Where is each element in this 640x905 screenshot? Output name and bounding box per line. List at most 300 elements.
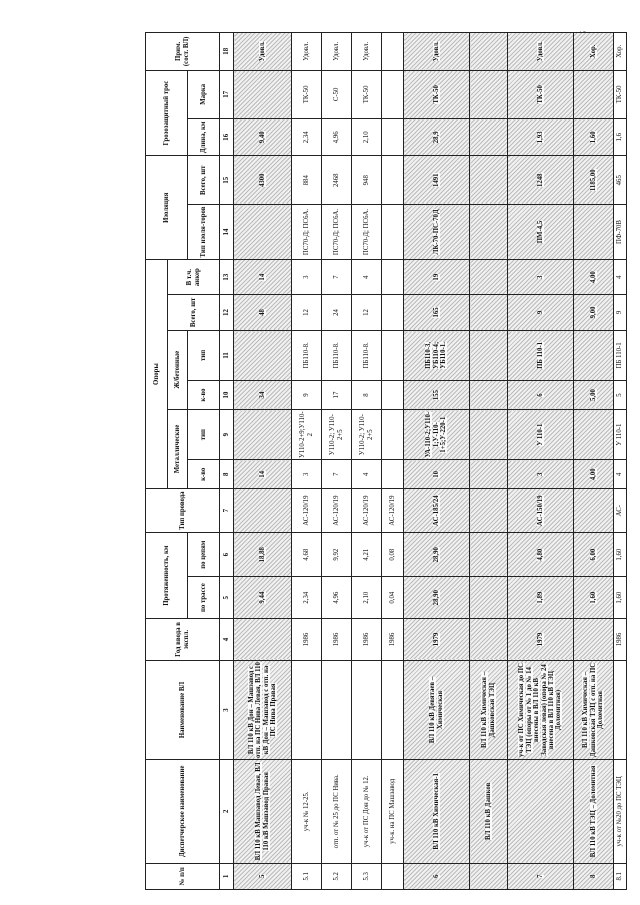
table-cell: 1,60 — [589, 131, 597, 144]
table-cell-wrapper — [292, 460, 322, 489]
header-insulation: Изоляция — [146, 156, 188, 260]
table-cell-wrapper — [508, 156, 574, 204]
table-row — [404, 33, 470, 890]
table-cell-wrapper — [292, 619, 322, 661]
table-cell-wrapper — [292, 156, 322, 204]
header-concrete: Ж/бетонные — [168, 330, 188, 409]
table-cell-wrapper — [352, 295, 382, 330]
table-cell: Удовл. — [302, 41, 310, 61]
table-cell-wrapper — [352, 489, 382, 533]
table-cell-wrapper — [292, 533, 322, 577]
header-metal: Металлические — [168, 409, 188, 488]
table-cell-wrapper — [352, 204, 382, 259]
table-cell-wrapper — [574, 660, 614, 759]
table-cell-wrapper — [382, 204, 404, 259]
table-cell-wrapper — [382, 119, 404, 156]
table-cell: 4 — [362, 472, 370, 477]
table-cell-wrapper — [234, 330, 292, 381]
table-cell: 10 — [432, 470, 440, 478]
table-cell: ВЛ 110 кВ Химическая – Дашковская ТЭЦ с отп. на ПС Доломитная — [582, 662, 605, 758]
col-number: 9 — [220, 409, 234, 460]
table-cell-wrapper — [352, 260, 382, 295]
table-cell: 14 — [258, 273, 266, 281]
table-row — [470, 33, 508, 890]
table-cell: У110-2; У110-2+5 — [329, 414, 344, 456]
table-cell-wrapper — [574, 33, 614, 71]
table-cell-wrapper — [508, 619, 574, 661]
header-wire-type: Тип провода — [146, 489, 220, 533]
table-cell-wrapper — [404, 204, 470, 259]
table-cell: 18,88 — [258, 547, 266, 563]
table-cell: уч-к № 12-25. — [302, 791, 310, 832]
table-cell-wrapper — [382, 33, 404, 71]
table-cell-wrapper — [574, 330, 614, 381]
table-cell-wrapper — [574, 489, 614, 533]
table-cell: 4,68 — [302, 548, 310, 561]
table-cell: ПБ110-8. — [332, 342, 340, 369]
table-cell: 24 — [332, 309, 340, 316]
table-cell-wrapper — [322, 409, 352, 460]
table-cell-wrapper — [292, 863, 322, 889]
table-cell: ПБ 110-1 — [616, 342, 624, 369]
table-row — [322, 33, 352, 890]
table-cell-wrapper — [404, 660, 470, 759]
table-cell-wrapper — [322, 295, 352, 330]
table-cell-wrapper — [352, 660, 382, 759]
table-cell-wrapper — [234, 295, 292, 330]
col-number: 17 — [220, 70, 234, 118]
table-cell-wrapper — [234, 156, 292, 204]
table-cell: 4,00 — [589, 271, 597, 284]
table-cell-wrapper — [382, 460, 404, 489]
table-cell: ВЛ 110 кВ Девятаев – Химическая — [429, 676, 444, 744]
table-cell: 17 — [332, 391, 340, 399]
table-cell-wrapper — [234, 460, 292, 489]
table-cell-wrapper — [470, 577, 508, 619]
table-cell-wrapper — [470, 295, 508, 330]
table-cell: 4,96 — [332, 131, 340, 144]
table-cell-wrapper — [574, 381, 614, 410]
table-cell-wrapper — [470, 119, 508, 156]
table-cell-wrapper — [322, 489, 352, 533]
col-number: 7 — [220, 489, 234, 533]
table-cell: ВЛ 110 кВ Дон – Машзавод с отп. на ПС Нива Левая, ВЛ 110 кВ Дон – Машзавод с отп. на ПС Нива Правая — [247, 662, 277, 758]
table-cell: 1248 — [536, 173, 544, 188]
table-cell-wrapper — [234, 70, 292, 118]
table-cell-wrapper — [382, 619, 404, 661]
table-cell-wrapper — [292, 70, 322, 118]
table-cell-wrapper — [292, 760, 322, 864]
table-cell-wrapper — [614, 660, 627, 759]
table-cell: уч-к от №20 до ПС ТЭЦ — [616, 776, 624, 847]
col-number: 11 — [220, 330, 234, 381]
table-cell-wrapper — [508, 533, 574, 577]
table-cell-wrapper — [470, 33, 508, 71]
table-cell-wrapper — [404, 33, 470, 71]
column-number-row — [220, 33, 234, 890]
table-cell-wrapper — [404, 295, 470, 330]
table-cell-wrapper — [508, 295, 574, 330]
table-cell-wrapper — [352, 119, 382, 156]
table-cell-wrapper — [352, 156, 382, 204]
header-year: Год ввода в экспл. — [146, 619, 220, 661]
table-cell-wrapper — [382, 489, 404, 533]
col-number: 15 — [220, 156, 234, 204]
table-cell: 1,93 — [536, 131, 544, 144]
table-cell-wrapper — [352, 330, 382, 381]
table-cell: 4,00 — [589, 468, 597, 481]
table-cell: Удовл. — [536, 41, 544, 62]
table-cell-wrapper — [574, 204, 614, 259]
table-cell: 19 — [432, 273, 440, 281]
table-cell: 1491 — [432, 173, 440, 188]
table-cell-wrapper — [352, 409, 382, 460]
table-row — [508, 33, 574, 890]
table-cell-wrapper — [614, 295, 627, 330]
table-cell: 3 — [536, 472, 544, 477]
table-row — [574, 33, 614, 890]
table-cell-wrapper — [292, 204, 322, 259]
table-cell: АС-150/19 — [536, 495, 544, 526]
table-cell: 4 — [616, 472, 624, 477]
table-cell-wrapper — [614, 409, 627, 460]
table-cell-wrapper — [614, 863, 627, 889]
table-cell: 5.1 — [302, 872, 310, 881]
table-cell-wrapper — [508, 260, 574, 295]
table-cell-wrapper — [574, 863, 614, 889]
table-cell-wrapper — [234, 619, 292, 661]
table-cell-wrapper — [470, 489, 508, 533]
table-cell: 9,00 — [589, 306, 597, 319]
table-cell: 5 — [616, 393, 624, 397]
table-cell-wrapper — [508, 660, 574, 759]
table-cell: ПС70-Д; ПС6А. — [362, 208, 370, 256]
table-cell-wrapper — [382, 660, 404, 759]
table-cell-wrapper — [292, 119, 322, 156]
table-cell: 14 — [258, 470, 266, 478]
col-number: 12 — [220, 295, 234, 330]
table-cell: У110-2+9;У110-2 — [299, 411, 314, 458]
header-len-route: по трассе — [188, 577, 220, 619]
table-cell-wrapper — [404, 460, 470, 489]
table-cell-wrapper — [404, 863, 470, 889]
header-line-name: Наименование ВЛ — [146, 660, 220, 759]
table-cell-wrapper — [292, 33, 322, 71]
table-cell-wrapper — [470, 760, 508, 864]
table-cell: 165 — [432, 307, 440, 318]
table-row — [352, 33, 382, 890]
table-cell: ТК-50 — [536, 85, 544, 104]
table-cell: 28,90 — [432, 547, 440, 563]
table-cell: 12 — [362, 309, 370, 316]
table-cell-wrapper — [470, 70, 508, 118]
table-cell-wrapper — [322, 533, 352, 577]
table-row — [382, 33, 404, 890]
table-cell-wrapper — [322, 460, 352, 489]
table-cell: отп. от № 25 до ПС Нива. — [332, 774, 340, 849]
rotated-table-wrapper — [145, 32, 624, 890]
table-cell-wrapper — [234, 760, 292, 864]
table-cell: ПБ110-3, УБ110-4; УБ110-1. — [425, 341, 448, 370]
col-number: 2 — [220, 760, 234, 864]
table-cell: 12 — [302, 309, 310, 316]
table-cell-wrapper — [322, 863, 352, 889]
table-cell: 9,44 — [258, 591, 266, 604]
table-cell: 1986 — [388, 632, 396, 647]
table-row — [614, 33, 627, 890]
table-cell: 1,60 — [616, 548, 624, 561]
table-cell: 5,00 — [589, 389, 597, 401]
table-cell-wrapper — [508, 863, 574, 889]
table-cell-wrapper — [508, 204, 574, 259]
table-cell-wrapper — [574, 619, 614, 661]
table-cell-wrapper — [234, 409, 292, 460]
table-cell-wrapper — [508, 33, 574, 71]
table-cell: Удовл. — [432, 41, 440, 62]
table-cell-wrapper — [404, 409, 470, 460]
table-cell: 4,21 — [362, 548, 370, 561]
table-cell-wrapper — [234, 660, 292, 759]
table-cell-wrapper — [470, 381, 508, 410]
table-cell: У 110-1 — [616, 423, 624, 446]
table-cell-wrapper — [322, 260, 352, 295]
table-cell: 0,08 — [388, 548, 396, 561]
table-cell-wrapper — [322, 760, 352, 864]
table-cell-wrapper — [322, 70, 352, 118]
table-cell: 4,80 — [536, 548, 544, 561]
table-cell-wrapper — [234, 381, 292, 410]
table-cell: 4,96 — [332, 591, 340, 604]
header-metal-qty: к-во — [188, 460, 220, 489]
table-cell-wrapper — [322, 204, 352, 259]
table-row — [292, 33, 322, 890]
header-concrete-qty: к-во — [188, 381, 220, 410]
col-number: 1 — [220, 863, 234, 889]
table-cell: 6 — [536, 393, 544, 397]
table-cell: 9 — [302, 393, 310, 397]
table-cell: 3 — [302, 275, 310, 279]
table-cell-wrapper — [404, 156, 470, 204]
col-number: 5 — [220, 577, 234, 619]
table-cell-wrapper — [382, 760, 404, 864]
table-cell: АС-120/19 — [332, 495, 340, 526]
table-cell: 2,10 — [362, 131, 370, 144]
header-insulator-total: Всего, шт — [188, 156, 220, 204]
table-cell-wrapper — [234, 260, 292, 295]
header-row-1 — [146, 33, 168, 890]
table-cell-wrapper — [382, 260, 404, 295]
table-cell-wrapper — [614, 577, 627, 619]
table-cell: Хор. — [616, 44, 624, 58]
table-cell-wrapper — [574, 119, 614, 156]
table-cell-wrapper — [404, 489, 470, 533]
table-cell: ПБ110-8. — [362, 342, 370, 369]
table-cell-wrapper — [470, 533, 508, 577]
table-cell: 5.2 — [332, 872, 340, 881]
table-cell-wrapper — [382, 577, 404, 619]
table-cell-wrapper — [614, 204, 627, 259]
table-cell: 28,9 — [432, 131, 440, 144]
table-cell: Удовл. — [258, 41, 266, 62]
table-cell: ВЛ 110 кВ Химическая – Дашковская ТЭЦ — [481, 671, 496, 748]
table-cell-wrapper — [352, 863, 382, 889]
table-cell-wrapper — [470, 330, 508, 381]
table-cell-wrapper — [382, 295, 404, 330]
table-cell: У110-2; У110-2+5 — [359, 414, 374, 456]
table-cell-wrapper — [574, 760, 614, 864]
table-cell: уч-к от ПС Химическая до ПС ТЭЦ (опоры от № 1 до № 14 внесены в ВЛ 110 кВ Заводская левая) (опора № 24 внесена в ВЛ 110 кВ ТЭЦ Доломитная) — [518, 662, 563, 757]
table-cell-wrapper — [352, 33, 382, 71]
table-cell: 2,34 — [302, 591, 310, 604]
table-cell-wrapper — [322, 577, 352, 619]
table-cell: 9 — [536, 310, 544, 315]
table-cell: 48 — [258, 309, 266, 316]
table-cell-wrapper — [470, 260, 508, 295]
table-cell-wrapper — [508, 760, 574, 864]
table-cell-wrapper — [470, 156, 508, 204]
table-cell-wrapper — [614, 381, 627, 410]
table-cell: АС- — [616, 504, 624, 517]
power-lines-table — [145, 32, 627, 890]
table-cell-wrapper — [574, 533, 614, 577]
header-supports-total: Всего, шт — [168, 295, 220, 330]
table-cell-wrapper — [404, 70, 470, 118]
table-cell-wrapper — [470, 619, 508, 661]
table-cell-wrapper — [292, 577, 322, 619]
table-cell-wrapper — [322, 330, 352, 381]
table-cell: ВЛ 110 кВ ТЭЦ – Доломитная — [589, 765, 597, 858]
table-cell: 1986 — [362, 632, 370, 647]
table-cell: УА-110-2;У110-1;У-110-1+5;У-220-1 — [425, 411, 448, 458]
table-cell: 34 — [258, 391, 266, 399]
table-cell-wrapper — [574, 409, 614, 460]
table-cell-wrapper — [352, 619, 382, 661]
table-cell-wrapper — [404, 260, 470, 295]
table-cell: 155 — [432, 389, 440, 401]
table-cell: ПБ 110-1 — [536, 341, 544, 369]
table-cell-wrapper — [382, 156, 404, 204]
table-cell: Удовл. — [332, 41, 340, 61]
table-cell: АС-185/24 — [432, 495, 440, 526]
table-cell-wrapper — [404, 760, 470, 864]
table-cell: ТК-50 — [362, 85, 370, 104]
table-cell: У 110-1 — [536, 423, 544, 446]
table-cell-wrapper — [404, 533, 470, 577]
table-cell: ВЛ 110 кВ Машзавод Левая, ВЛ 110 кВ Машзавод Правая — [255, 762, 270, 861]
table-cell: ВЛ 110 кВ Химическая-1 — [432, 773, 440, 850]
table-cell: С-50 — [332, 87, 340, 102]
table-cell-wrapper — [508, 409, 574, 460]
table-cell-wrapper — [614, 460, 627, 489]
col-number: 4 — [220, 619, 234, 661]
table-cell-wrapper — [352, 381, 382, 410]
table-cell-wrapper — [292, 381, 322, 410]
table-cell-wrapper — [382, 70, 404, 118]
table-cell-wrapper — [292, 660, 322, 759]
table-cell: ПМ-4,5 — [536, 220, 544, 244]
table-cell: 2,34 — [302, 131, 310, 144]
table-cell: уч-к от ПС Дон до № 12. — [362, 775, 370, 848]
table-cell-wrapper — [614, 119, 627, 156]
table-cell: 4 — [616, 275, 624, 279]
table-cell-wrapper — [234, 489, 292, 533]
table-cell-wrapper — [292, 295, 322, 330]
header-metal-type: тип — [188, 409, 220, 460]
table-cell-wrapper — [382, 409, 404, 460]
col-number: 14 — [220, 204, 234, 259]
table-cell-wrapper — [352, 760, 382, 864]
table-cell-wrapper — [404, 619, 470, 661]
table-cell-wrapper — [382, 330, 404, 381]
table-cell: 465 — [616, 175, 624, 186]
table-cell-wrapper — [508, 330, 574, 381]
table-body — [234, 33, 627, 890]
table-cell-wrapper — [614, 70, 627, 118]
table-cell-wrapper — [292, 409, 322, 460]
table-cell-wrapper — [508, 489, 574, 533]
table-cell: 1979 — [536, 632, 544, 647]
table-cell: 948 — [362, 175, 370, 186]
table-cell-wrapper — [404, 119, 470, 156]
table-cell-wrapper — [322, 381, 352, 410]
table-cell: ТК-50 — [616, 85, 624, 104]
table-cell-wrapper — [404, 330, 470, 381]
table-cell-wrapper — [322, 660, 352, 759]
table-cell-wrapper — [574, 577, 614, 619]
table-cell: 3 — [302, 472, 310, 477]
table-cell: ПБ110-8. — [302, 342, 310, 369]
table-cell: 7 — [332, 472, 340, 477]
table-cell: ТК-50 — [432, 85, 440, 104]
col-number: 10 — [220, 381, 234, 410]
table-cell: 1986 — [332, 632, 340, 647]
table-cell: ТК-50 — [302, 85, 310, 104]
table-cell-wrapper — [470, 660, 508, 759]
table-cell-wrapper — [352, 70, 382, 118]
table-row — [234, 33, 292, 890]
table-cell-wrapper — [614, 489, 627, 533]
table-cell: 5.3 — [362, 872, 370, 881]
table-cell: ПС70-Д; ПС6А. — [302, 208, 310, 256]
table-cell-wrapper — [352, 460, 382, 489]
table-cell-wrapper — [404, 381, 470, 410]
table-cell-wrapper — [614, 760, 627, 864]
table-cell-wrapper — [292, 330, 322, 381]
table-cell: 1,89 — [536, 591, 544, 604]
table-cell-wrapper — [292, 260, 322, 295]
table-cell: АС-120/19 — [388, 495, 396, 526]
table-cell: 9,40 — [258, 131, 266, 144]
header-no: № п/п — [146, 863, 220, 889]
table-cell-wrapper — [404, 577, 470, 619]
table-cell: 7 — [536, 874, 544, 878]
table-cell-wrapper — [382, 863, 404, 889]
table-cell-wrapper — [614, 33, 627, 71]
table-cell: 1,60 — [589, 591, 597, 604]
table-cell: 9 — [616, 310, 624, 315]
table-cell-wrapper — [382, 381, 404, 410]
table-cell: 28,90 — [432, 590, 440, 606]
header-ground-wire: Грозозащитный трос — [146, 70, 188, 156]
table-cell-wrapper — [322, 156, 352, 204]
table-cell-wrapper — [470, 204, 508, 259]
table-cell: Удовл. — [362, 41, 370, 61]
table-cell: 2468 — [332, 173, 340, 188]
table-cell-wrapper — [614, 260, 627, 295]
table-cell-wrapper — [614, 330, 627, 381]
header-disp-name: Диспетчерское наименование — [146, 760, 220, 864]
table-cell: уч-к. на ПС Машзавод — [388, 778, 396, 844]
